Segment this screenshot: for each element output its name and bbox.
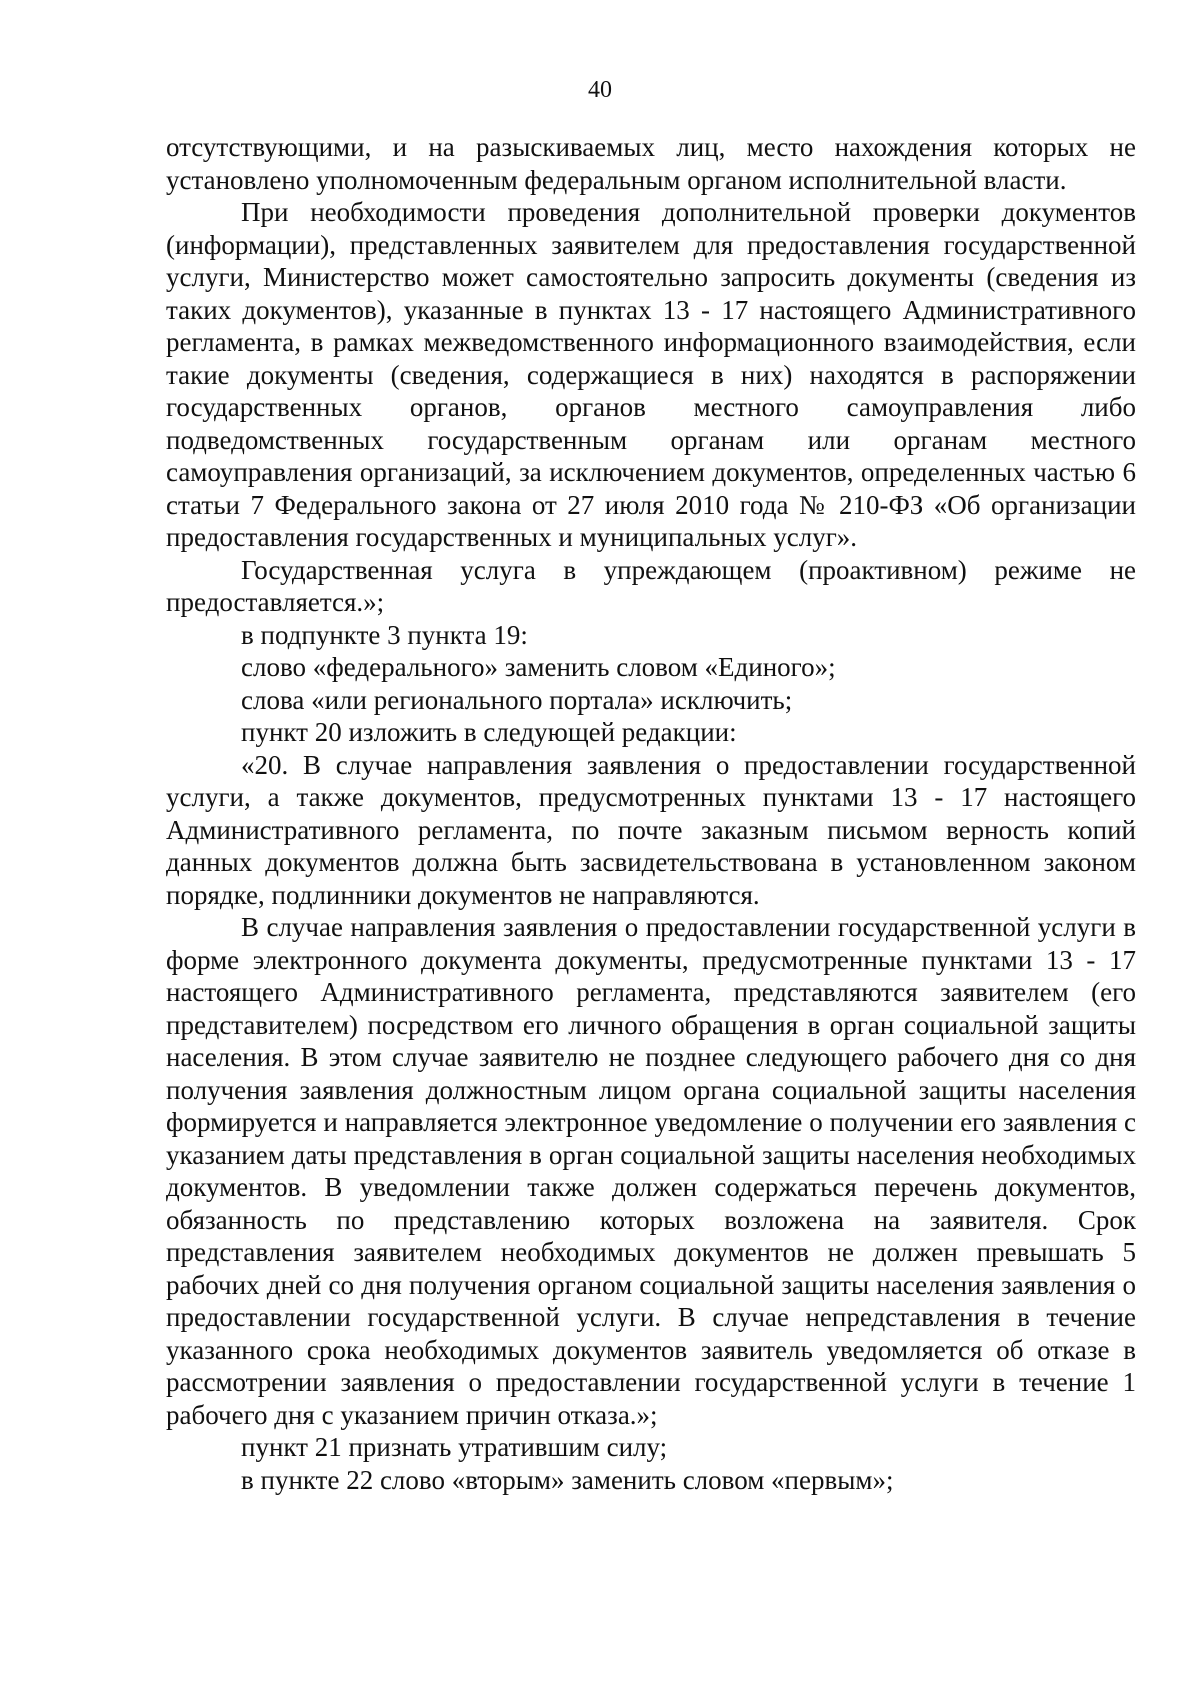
paragraph-continuation: отсутствующими, и на разыскиваемых лиц, место нахождения которых не установлено уполномоченным федеральным органом исполнительной власти. — [166, 132, 1136, 195]
paragraph-point-21: пункт 21 признать утратившим силу; — [241, 1432, 668, 1462]
paragraph-point-20-intro: пункт 20 изложить в следующей редакции: — [241, 717, 737, 747]
paragraph-point-20-mail: «20. В случае направления заявления о предоставлении государственной услуги, а также документов, предусмотренных пунктами 13 - 17 настоящего Административного регламента, по почте заказным письмом верность копий данных документов должна быть засвидетельствована в установленном законом порядке, подлинники документов не направляются. — [166, 749, 1136, 910]
paragraph-proactive-mode: Государственная услуга в упреждающем (проактивном) режиме не предоставляется.»; — [166, 554, 1136, 617]
paragraph-point-22: в пункте 22 слово «вторым» заменить словом «первым»; — [241, 1464, 894, 1495]
paragraph-additional-check: При необходимости проведения дополнительной проверки документов (информации), представленных заявителем для предоставления государственной услуги, Министерство может самостоятельно запросить документы (сведения из таких документов), указанные в пунктах 13 - 17 настоящего Административного регламента, в рамках межведомственного информационного взаимодействия, если такие документы (сведения, содержащиеся в них) находятся в распоряжении государственных органов, органов местного самоуправления либо подведомственных государственным органам или органам местного самоуправления организаций, за исключением документов, определенных частью 6 статьи 7 Федерального закона от 27 июля 2010 года № 210-ФЗ «Об организации предоставления государственных и муниципальных услуг». — [166, 197, 1136, 552]
page-number: 40 — [588, 77, 612, 103]
paragraph-remove-regional-portal: слова «или регионального портала» исключить; — [241, 684, 793, 715]
paragraph-replace-federal: слово «федерального» заменить словом «Единого»; — [241, 652, 836, 682]
document-body — [166, 131, 1136, 1496]
paragraph-point-20-electronic: В случае направления заявления о предоставлении государственной услуги в форме электронного документа документы, предусмотренные пунктами 13 - 17 настоящего Административного регламента, представляются заявителем (его представителем) посредством его личного обращения в орган социальной защиты населения. В этом случае заявителю не позднее следующего рабочего дня со дня получения заявления должностным лицом органа социальной защиты населения формируется и направляется электронное уведомление о получении его заявления с указанием даты представления в орган социальной защиты населения необходимых документов. В уведомлении также должен содержаться перечень документов, обязанность по представлению которых возложена на заявителя. Срок представления заявителем необходимых документов не должен превышать 5 рабочих дней со дня получения органом социальной защиты населения заявления о предоставлении государственной услуги. В случае непредставления в течение указанного срока необходимых документов заявитель уведомляется об отказе в рассмотрении заявления о предоставлении государственной услуги в течение 1 рабочего дня с указанием причин отказа.»; — [166, 912, 1136, 1430]
paragraph-subpoint-19: в подпункте 3 пункта 19: — [241, 619, 528, 650]
